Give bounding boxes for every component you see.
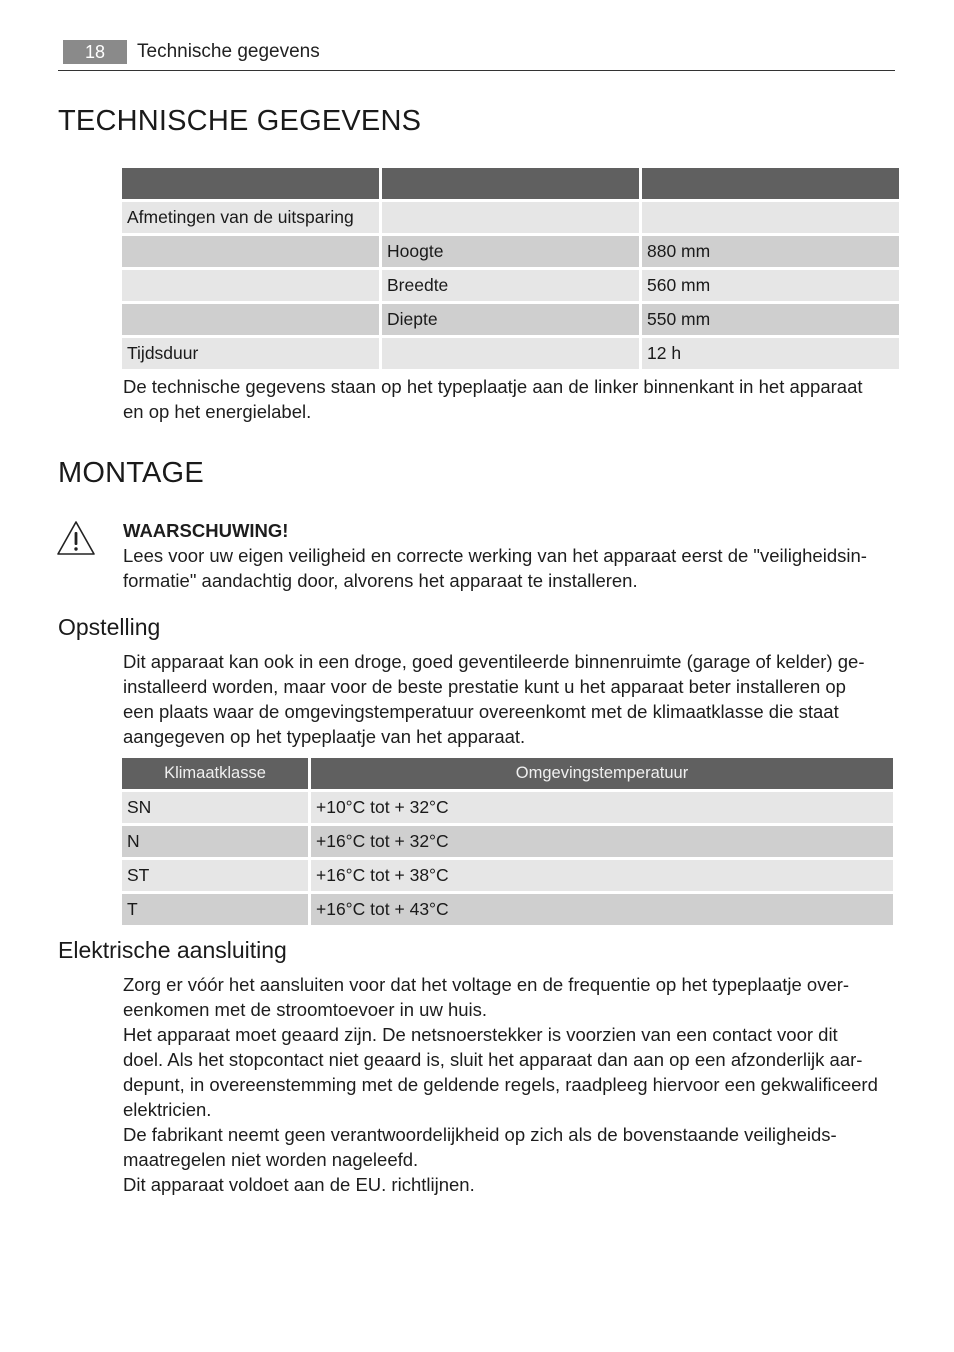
table-row <box>122 270 899 301</box>
paragraph-line: installeerd worden, maar voor de beste prestatie kunt u het apparaat beter installeren op <box>123 676 846 697</box>
table-cell: SN <box>122 792 308 823</box>
header-rule <box>58 70 895 71</box>
table-header-cell <box>382 168 639 199</box>
table-cell: N <box>122 826 308 857</box>
tech-note-line: en op het energielabel. <box>123 401 312 422</box>
table-cell: +16°C tot + 32°C <box>311 826 893 857</box>
paragraph-line: elektricien. <box>123 1099 212 1120</box>
subsection-title-opstelling: Opstelling <box>58 614 161 640</box>
table-header-row <box>122 758 893 789</box>
paragraph-line: Dit apparaat kan ook in een droge, goed geventileerde binnenruimte (garage of kelder) ge- <box>123 651 865 672</box>
section-title-tech: TECHNISCHE GEGEVENS <box>58 105 422 137</box>
paragraph-line: Dit apparaat voldoet aan de EU. richtlijnen. <box>123 1174 475 1195</box>
table-row <box>122 826 893 857</box>
warning-text: formatie" aandachtig door, alvorens het apparaat te installeren. <box>123 570 638 591</box>
table-cell: +16°C tot + 43°C <box>311 894 893 925</box>
table-cell: T <box>122 894 308 925</box>
paragraph-line: doel. Als het stopcontact niet geaard is, sluit het apparaat dan aan op een afzonderlijk aar- <box>123 1049 863 1070</box>
paragraph-line: De fabrikant neemt geen verantwoordelijkheid op zich als de bovenstaande veiligheids- <box>123 1124 837 1145</box>
table-cell <box>382 202 639 233</box>
page-number: 18 <box>63 40 127 64</box>
elektrisch-text <box>123 972 903 1197</box>
table-row <box>122 894 893 925</box>
table-header-cell <box>642 168 899 199</box>
section-title-montage: MONTAGE <box>58 457 204 489</box>
table-cell <box>122 236 379 267</box>
table-cell <box>122 304 379 335</box>
climate-class-table <box>119 755 896 928</box>
table-cell: 560 mm <box>642 270 899 301</box>
paragraph-line: Het apparaat moet geaard zijn. De netsnoerstekker is voorzien van een contact voor dit <box>123 1024 838 1045</box>
table-cell: Afmetingen van de uitsparing <box>122 202 379 233</box>
paragraph-line: depunt, in overeenstemming met de geldende regels, raadpleeg hiervoor een gekwalificeerd <box>123 1074 878 1095</box>
table-cell: Hoogte <box>382 236 639 267</box>
paragraph-line: Zorg er vóór het aansluiten voor dat het voltage en de frequentie op het typeplaatje over- <box>123 974 850 995</box>
table-row <box>122 304 899 335</box>
paragraph-line: maatregelen niet worden nageleefd. <box>123 1149 419 1170</box>
table-cell: Diepte <box>382 304 639 335</box>
table-cell: Tijdsduur <box>122 338 379 369</box>
warning-text: Lees voor uw eigen veiligheid en correcte werking van het apparaat eerst de "veiligheidsin- <box>123 545 867 566</box>
paragraph-line: een plaats waar de omgevingstemperatuur overeenkomt met de klimaatklasse die staat <box>123 701 839 722</box>
table-cell <box>382 338 639 369</box>
tech-specs-table <box>119 165 902 372</box>
table-cell: +16°C tot + 38°C <box>311 860 893 891</box>
opstelling-text <box>123 649 903 749</box>
warning-title: WAARSCHUWING! <box>123 520 289 541</box>
table-row <box>122 236 899 267</box>
warning-block <box>123 518 903 593</box>
running-header: Technische gegevens <box>137 41 320 62</box>
warning-triangle-icon <box>56 520 96 556</box>
table-cell: ST <box>122 860 308 891</box>
table-cell: Breedte <box>382 270 639 301</box>
table-row <box>122 792 893 823</box>
tech-note <box>123 374 903 424</box>
table-header-cell: Omgevingstemperatuur <box>311 758 893 789</box>
table-cell: 550 mm <box>642 304 899 335</box>
tech-note-line: De technische gegevens staan op het typeplaatje aan de linker binnenkant in het apparaat <box>123 376 863 397</box>
paragraph-line: aangegeven op het typeplaatje van het apparaat. <box>123 726 526 747</box>
subsection-title-elektrisch: Elektrische aansluiting <box>58 937 287 963</box>
table-header-cell: Klimaatklasse <box>122 758 308 789</box>
table-cell: 12 h <box>642 338 899 369</box>
table-cell <box>642 202 899 233</box>
table-row <box>122 860 893 891</box>
paragraph-line: eenkomen met de stroomtoevoer in uw huis. <box>123 999 488 1020</box>
table-header-cell <box>122 168 379 199</box>
table-cell: +10°C tot + 32°C <box>311 792 893 823</box>
table-row <box>122 202 899 233</box>
table-header-row <box>122 168 899 199</box>
table-cell: 880 mm <box>642 236 899 267</box>
table-cell <box>122 270 379 301</box>
table-row <box>122 338 899 369</box>
